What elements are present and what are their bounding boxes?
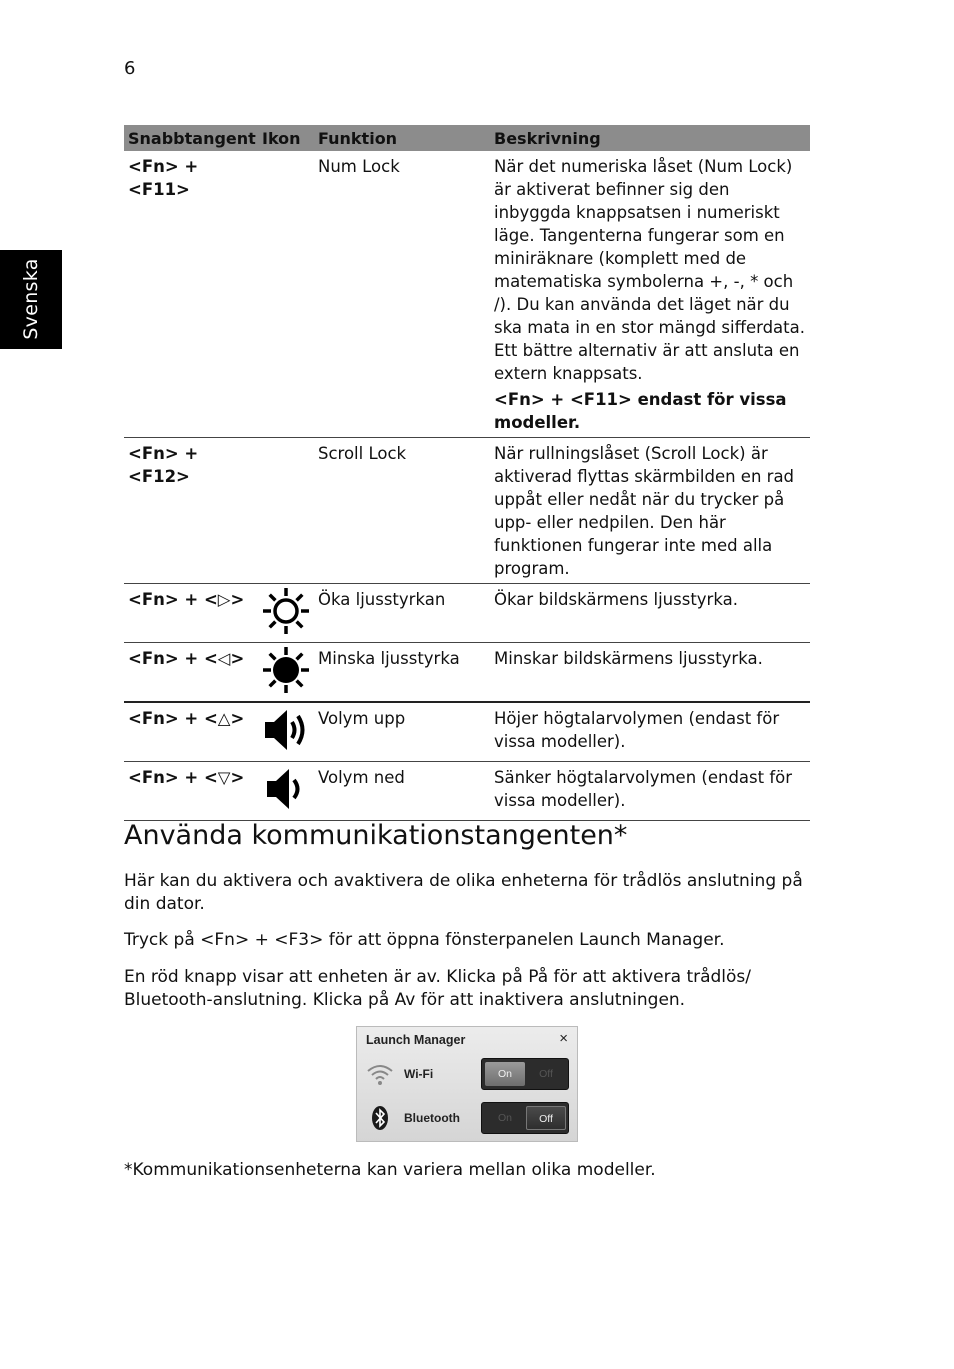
launch-manager-window: [356, 1026, 578, 1142]
header-function: Funktion: [314, 125, 490, 151]
function-cell: Volym ned: [314, 762, 490, 821]
table-row: [124, 702, 810, 762]
description-cell: [490, 584, 810, 643]
bluetooth-on-button[interactable]: On: [497, 1112, 512, 1124]
description-text: När rullningslåset (Scroll Lock) är aktiverad flyttas skärmbilden en rad uppåt eller nedåt när du trycker på upp- eller nedpilen. Den här funktionen fungerar inte med alla program.: [494, 444, 795, 578]
table-row: [124, 643, 810, 703]
bluetooth-toggle[interactable]: [481, 1102, 569, 1134]
function-cell: Öka ljusstyrkan: [314, 584, 490, 643]
icon-cell: [258, 702, 314, 762]
bluetooth-label: Bluetooth: [404, 1111, 460, 1125]
close-icon[interactable]: ×: [559, 1030, 568, 1047]
wifi-icon: [366, 1060, 394, 1088]
description-note: <Fn> + <F11> endast för vissa modeller.: [494, 390, 787, 432]
paragraph-shortcut: Tryck på <Fn> + <F3> för att öppna fönsterpanelen Launch Manager.: [124, 930, 725, 950]
volume-down-icon: [261, 764, 311, 814]
bluetooth-row: [357, 1101, 577, 1135]
bluetooth-off-button[interactable]: Off: [526, 1106, 566, 1130]
function-cell: Minska ljusstyrka: [314, 643, 490, 703]
description-cell: [490, 702, 810, 762]
description-cell: [490, 438, 810, 584]
hotkey-cell: <Fn> + <▷>: [124, 584, 258, 643]
wifi-row: [357, 1057, 577, 1091]
function-cell: Scroll Lock: [314, 438, 490, 584]
language-side-tab: [0, 250, 62, 349]
function-cell: Volym upp: [314, 702, 490, 762]
footnote: *Kommunikationsenheterna kan variera mellan olika modeller.: [124, 1160, 656, 1180]
icon-cell: [258, 584, 314, 643]
wifi-toggle[interactable]: [481, 1058, 569, 1090]
brightness-down-icon: [261, 645, 311, 695]
description-text: Ökar bildskärmens ljusstyrka.: [494, 590, 738, 609]
page-number: 6: [124, 58, 136, 79]
wifi-off-button[interactable]: Off: [539, 1068, 553, 1080]
wifi-label: Wi-Fi: [404, 1067, 434, 1081]
hotkey-cell: <Fn> + <F11>: [124, 151, 258, 438]
description-text: Höjer högtalarvolymen (endast för vissa modeller).: [494, 709, 780, 751]
table-row: [124, 151, 810, 438]
description-text: Minskar bildskärmens ljusstyrka.: [494, 649, 763, 668]
description-text: Sänker högtalarvolymen (endast för vissa modeller).: [494, 768, 793, 810]
description-cell: [490, 151, 810, 438]
language-label: Svenska: [20, 258, 42, 340]
header-icon: Ikon: [258, 125, 314, 151]
description-text: När det numeriska låset (Num Lock) är aktiverat befinner sig den inbyggda knappsatsen i numeriskt läge. Tangenterna fungerar som en miniräknare (komplett med de matematiska symbolerna +, -, * och /). Du kan använda det läget när du ska mata in en stor mängd sifferdata. Ett bättre alternativ är att ansluta en extern knappsats.: [494, 157, 805, 383]
icon-cell: [258, 643, 314, 703]
description-cell: [490, 643, 810, 703]
icon-cell: [258, 762, 314, 821]
hotkey-table: [124, 125, 810, 821]
table-row: [124, 438, 810, 584]
wifi-on-button[interactable]: On: [485, 1062, 525, 1086]
paragraph-intro: Här kan du aktivera och avaktivera de olika enheterna för trådlös anslutning på din dator.: [124, 871, 803, 914]
table-header-row: [124, 125, 810, 151]
paragraph-instructions: En röd knapp visar att enheten är av. Klicka på På för att aktivera trådlös/ Bluetooth-anslutning. Klicka på Av för att inaktivera anslutningen.: [124, 967, 752, 1010]
table-row: [124, 762, 810, 821]
bluetooth-icon: [366, 1104, 394, 1132]
section-heading: Använda kommunikationstangenten*: [124, 820, 628, 851]
hotkey-cell: <Fn> + <▽>: [124, 762, 258, 821]
icon-cell: [258, 151, 314, 438]
hotkey-cell: <Fn> + <◁>: [124, 643, 258, 703]
hotkey-cell: <Fn> + <F12>: [124, 438, 258, 584]
launch-manager-title: Launch Manager: [366, 1033, 466, 1047]
header-description: Beskrivning: [490, 125, 810, 151]
table-row: [124, 584, 810, 643]
icon-cell: [258, 438, 314, 584]
hotkey-cell: <Fn> + <△>: [124, 702, 258, 762]
function-cell: Num Lock: [314, 151, 490, 438]
header-key: Snabbtangent: [124, 125, 258, 151]
volume-up-icon: [261, 705, 311, 755]
description-cell: [490, 762, 810, 821]
brightness-up-icon: [261, 586, 311, 636]
